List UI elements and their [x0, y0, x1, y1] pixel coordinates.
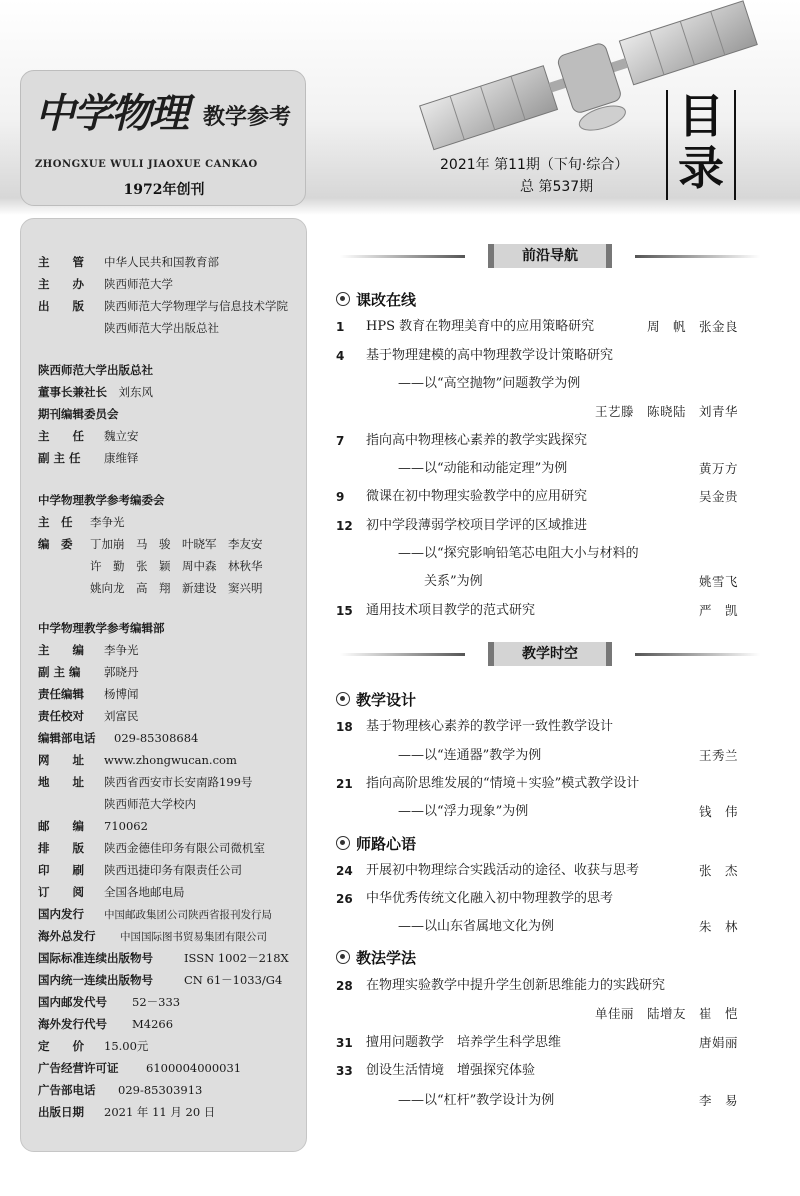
masthead-row: 国际标准连续出版物号 ISSN 1002－218X	[38, 951, 289, 965]
toc-entry[interactable]: 1 HPS 教育在物理美育中的应用策略研究 周 帆 张金良	[336, 319, 738, 334]
masthead-row: 定 价 15.00元	[38, 1039, 149, 1053]
total-issue-number: 总 第537期	[520, 179, 594, 195]
target-bullet-icon	[336, 836, 350, 850]
masthead-row: 期刊编辑委员会	[38, 407, 119, 421]
masthead-row: 海外总发行 中国国际图书贸易集团有限公司	[38, 929, 267, 943]
masthead-row: 出 版 陕西师范大学物理学与信息技术学院	[38, 299, 288, 313]
masthead-row: 地 址 陕西省西安市长安南路199号	[38, 775, 253, 789]
journal-logo	[35, 89, 297, 139]
masthead-row: 国内统一连续出版物号 CN 61－1033/G4	[38, 973, 283, 987]
masthead-row: 责任校对 刘富民	[38, 709, 139, 723]
logo-suffix: 教学参考	[203, 105, 292, 130]
masthead-row: 海外发行代号 M4266	[38, 1017, 174, 1031]
toc-entry[interactable]: 28 在物理实验教学中提升学生创新思维能力的实践研究	[336, 978, 666, 993]
toc-entry-subtitle[interactable]: ——以“连通器”教学为例 王秀兰	[398, 748, 738, 763]
masthead-row: 副 主 编 郭晓丹	[38, 665, 139, 679]
masthead-row: 排 版 陕西金德佳印务有限公司微机室	[38, 841, 265, 855]
masthead-row: 邮 编 710062	[38, 819, 148, 833]
section-banner-frontier: 前沿导航	[340, 248, 760, 264]
target-bullet-icon	[336, 292, 350, 306]
toc-entry[interactable]: 24 开展初中物理综合实践活动的途径、收获与思考 张 杰	[336, 863, 738, 878]
masthead-row: 编辑部电话 029-85308684	[38, 731, 199, 745]
toc-entry[interactable]: 9 微课在初中物理实验教学中的应用研究 吴金贵	[336, 489, 738, 504]
masthead-row: 广告经营许可证 6100004000031	[38, 1061, 242, 1075]
masthead-row: 国内发行 中国邮政集团公司陕西省报刊发行局	[38, 907, 272, 921]
toc-entry-subtitle[interactable]: 关系”为例 姚雪飞	[424, 574, 738, 589]
masthead-row: 主 办 陕西师范大学	[38, 277, 173, 291]
masthead-heading: 中学物理教学参考编委会	[38, 493, 165, 507]
masthead-row: 主 编 李争光	[38, 643, 139, 657]
toc-entry[interactable]: 18 基于物理核心素养的教学评一致性教学设计	[336, 719, 614, 734]
logo-pinyin: ZHONGXUE WULI JIAOXUE CANKAO	[35, 159, 258, 170]
toc-entry[interactable]: 26 中华优秀传统文化融入初中物理教学的思考	[336, 891, 614, 906]
toc-section-methods[interactable]: 教法学法	[336, 946, 416, 968]
masthead-row: 国内邮发代号 52－333	[38, 995, 181, 1009]
masthead-row: 姚向龙 高 翔 新建设 窦兴明	[90, 581, 263, 595]
toc-entry[interactable]: 4 基于物理建模的高中物理教学设计策略研究	[336, 348, 614, 363]
toc-entry-subtitle[interactable]: ——以“杠杆”教学设计为例 李 易	[398, 1093, 738, 1108]
founded-year: 1972年创刊	[123, 182, 205, 198]
toc-entry[interactable]: 33 创设生活情境 增强探究体验	[336, 1063, 536, 1078]
toc-heading	[666, 90, 736, 200]
toc-section-design[interactable]: 教学设计	[336, 688, 416, 710]
masthead-row: 广告部电话 029-85303913	[38, 1083, 203, 1097]
issue-number: 2021年 第11期（下旬·综合）	[440, 157, 629, 173]
toc-entry-subtitle[interactable]: ——以“高空抛物”问题教学为例	[398, 376, 581, 391]
masthead-row: 订 阅 全国各地邮电局	[38, 885, 185, 899]
logo-box	[20, 70, 306, 206]
toc-entry[interactable]: 15 通用技术项目教学的范式研究 严 凯	[336, 603, 738, 618]
toc-section-curriculum[interactable]: 课改在线	[336, 288, 416, 310]
toc-entry[interactable]: 12 初中学段薄弱学校项目学评的区域推进	[336, 518, 588, 533]
masthead-row: 编 委 丁加崩 马 骏 叶晓军 李友安	[38, 537, 263, 551]
masthead-row: 副 主 任 康维铎	[38, 451, 139, 465]
masthead-row: 陕西师范大学校内	[104, 797, 196, 811]
toc-heading-char-1: 目	[678, 89, 724, 143]
toc-entry[interactable]: 7 指向高中物理核心素养的教学实践探究	[336, 433, 588, 448]
masthead-heading: 陕西师范大学出版总社	[38, 363, 153, 377]
masthead-row: 出版日期 2021 年 11 月 20 日	[38, 1105, 216, 1119]
masthead-heading: 中学物理教学参考编辑部	[38, 621, 165, 635]
toc-entry-subtitle[interactable]: ——以“浮力现象”为例 钱 伟	[398, 804, 738, 819]
toc-entry-subtitle[interactable]: ——以“探究影响铅笔芯电阻大小与材料的	[398, 546, 639, 561]
masthead-row: 主 任 李争光	[38, 515, 125, 529]
target-bullet-icon	[336, 950, 350, 964]
toc-entry-subtitle[interactable]: ——以山东省属地文化为例 朱 林	[398, 919, 738, 934]
masthead-row: 陕西师范大学出版总社	[104, 321, 219, 335]
masthead-row: 网 址 www.zhongwucan.com	[38, 753, 237, 767]
target-bullet-icon	[336, 692, 350, 706]
logo-calligraphy: 中学物理	[35, 90, 187, 137]
toc-entry[interactable]: 21 指向高阶思维发展的“情境＋实验”模式教学设计	[336, 776, 640, 791]
toc-entry-subtitle[interactable]: ——以“动能和动能定理”为例 黄万方	[398, 461, 738, 476]
toc-entry[interactable]: 31 擅用问题教学 培养学生科学思维 唐娟丽	[336, 1035, 738, 1050]
toc-section-teacher[interactable]: 师路心语	[336, 832, 416, 854]
masthead-row: 董事长兼社长 刘东风	[38, 385, 153, 399]
toc-entry-authors: 王艺滕 陈晓陆 刘青华	[594, 404, 738, 419]
masthead-row: 印 刷 陕西迅捷印务有限责任公司	[38, 863, 242, 877]
masthead-row: 责任编辑 杨博闻	[38, 687, 139, 701]
masthead-row: 主 管 中华人民共和国教育部	[38, 255, 219, 269]
section-banner-teaching: 教学时空	[340, 646, 760, 662]
toc-entry-authors: 单佳丽 陆增友 崔 恺	[594, 1006, 738, 1021]
masthead-row: 许 勤 张 颖 周中森 林秋华	[90, 559, 263, 573]
masthead-row: 主 任 魏立安	[38, 429, 139, 443]
toc-heading-char-2: 录	[678, 141, 724, 195]
